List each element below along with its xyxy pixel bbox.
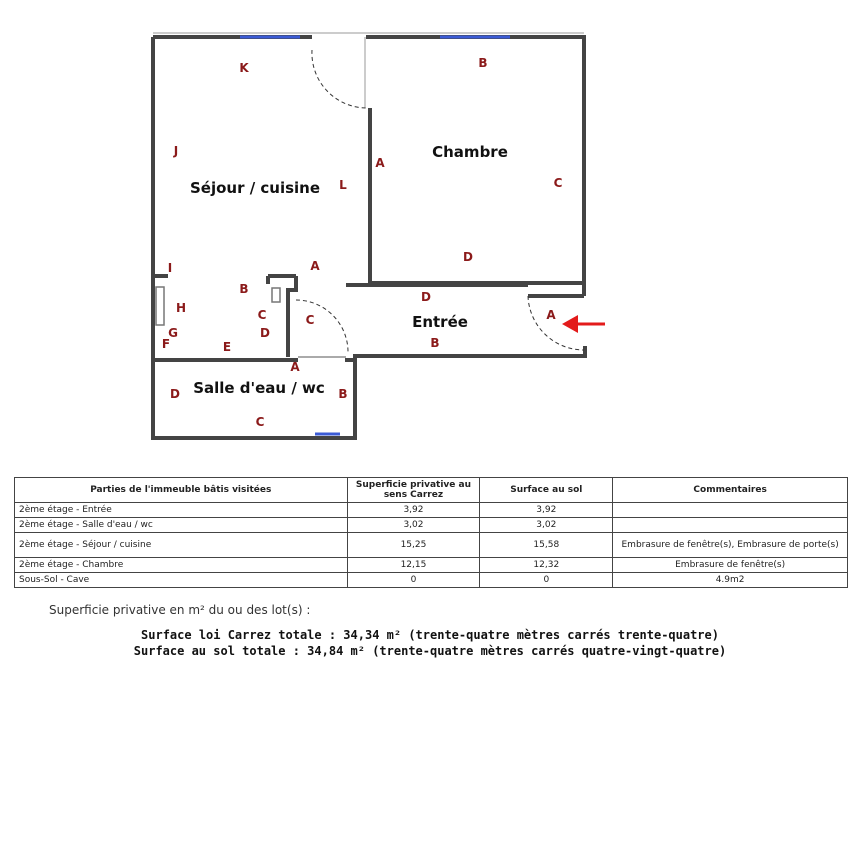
table-row bbox=[15, 558, 848, 573]
cell-carrez: 0 bbox=[347, 573, 480, 588]
wall-letter: L bbox=[339, 178, 347, 192]
cell-part: 2ème étage - Salle d'eau / wc bbox=[15, 518, 348, 533]
wall-letter: D bbox=[260, 326, 270, 340]
cell-part: 2ème étage - Chambre bbox=[15, 558, 348, 573]
wall-letter: I bbox=[167, 261, 173, 275]
wall-letter: G bbox=[168, 326, 178, 340]
wall-letter: D bbox=[463, 250, 473, 264]
column-header-carrez: Superficie privative au sens Carrez bbox=[347, 478, 480, 503]
cell-sol: 12,32 bbox=[480, 558, 613, 573]
summary-label: Superficie privative en m² du ou des lot(s) : bbox=[49, 603, 311, 617]
door-salle bbox=[296, 300, 348, 352]
entry-arrow-icon bbox=[562, 315, 605, 333]
wall-letter: A bbox=[375, 156, 385, 170]
column-header-part: Parties de l'immeuble bâtis visitées bbox=[15, 478, 348, 503]
column-header-sol: Surface au sol bbox=[480, 478, 613, 503]
cell-part: 2ème étage - Entrée bbox=[15, 503, 348, 518]
cell-comment: 4.9m2 bbox=[613, 573, 848, 588]
surface-table bbox=[14, 477, 848, 588]
wall-letter: B bbox=[338, 387, 348, 401]
wall-letter: C bbox=[553, 176, 563, 190]
wall-letter: B bbox=[239, 282, 249, 296]
wall-letter: E bbox=[222, 340, 232, 354]
room-label-entree: Entrée bbox=[412, 313, 468, 331]
cell-sol: 0 bbox=[480, 573, 613, 588]
wall-letter: A bbox=[546, 308, 556, 322]
sol-total: Surface au sol totale : 34,84 m² (trente-quatre mètres carrés quatre-vingt-quatre) bbox=[133, 644, 727, 658]
carrez-total: Surface loi Carrez totale : 34,34 m² (trente-quatre mètres carrés trente-quatre) bbox=[141, 628, 719, 642]
wall-letter: J bbox=[173, 144, 179, 158]
cell-carrez: 3,92 bbox=[347, 503, 480, 518]
column-header-comment: Commentaires bbox=[613, 478, 848, 503]
wall-letter: C bbox=[305, 313, 315, 327]
wall-letter: B bbox=[478, 56, 488, 70]
table-row bbox=[15, 533, 848, 558]
room-label-chambre: Chambre bbox=[432, 143, 508, 161]
room-label-salle: Salle d'eau / wc bbox=[193, 379, 325, 397]
cell-comment: Embrasure de fenêtre(s) bbox=[613, 558, 848, 573]
cell-comment bbox=[613, 518, 848, 533]
wall-letter: B bbox=[430, 336, 440, 350]
table-row bbox=[15, 518, 848, 533]
cell-part: Sous-Sol - Cave bbox=[15, 573, 348, 588]
cell-part: 2ème étage - Séjour / cuisine bbox=[15, 533, 348, 558]
room-label-sejour: Séjour / cuisine bbox=[189, 179, 321, 197]
cell-sol: 3,02 bbox=[480, 518, 613, 533]
table-header-row bbox=[15, 478, 848, 503]
cell-comment: Embrasure de fenêtre(s), Embrasure de porte(s) bbox=[613, 533, 848, 558]
cell-sol: 3,92 bbox=[480, 503, 613, 518]
wall-letter: H bbox=[175, 301, 187, 315]
wall-letter: D bbox=[421, 290, 431, 304]
wall-letter: D bbox=[170, 387, 180, 401]
cell-comment bbox=[613, 503, 848, 518]
cell-carrez: 12,15 bbox=[347, 558, 480, 573]
table-row bbox=[15, 503, 848, 518]
wall-letter: F bbox=[161, 337, 171, 351]
door-sejour bbox=[312, 50, 366, 108]
wall-letter: C bbox=[255, 415, 265, 429]
wall-letter: K bbox=[239, 61, 249, 75]
wall-letter: A bbox=[310, 259, 320, 273]
cell-carrez: 15,25 bbox=[347, 533, 480, 558]
cell-carrez: 3,02 bbox=[347, 518, 480, 533]
table-row bbox=[15, 573, 848, 588]
cell-sol: 15,58 bbox=[480, 533, 613, 558]
wall-letter: C bbox=[257, 308, 267, 322]
wall-letter: A bbox=[290, 360, 300, 374]
